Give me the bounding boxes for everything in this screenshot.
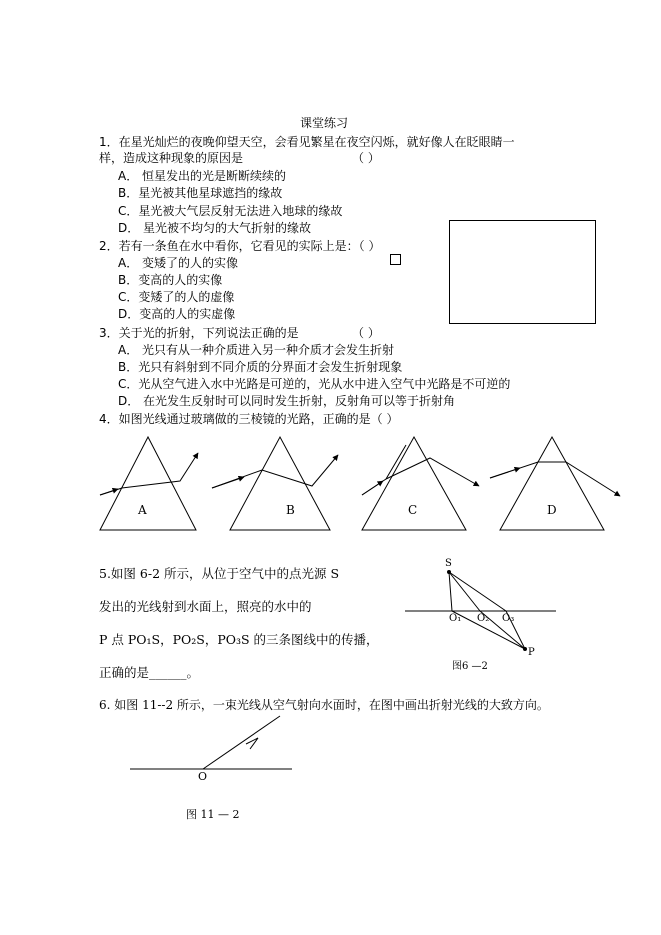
prism-label-b: B	[286, 503, 295, 517]
q1-option-a: A． 恒星发出的光是断断续续的	[118, 169, 287, 183]
q5-line3: P 点 PO₁S，PO₂S，PO₃S 的三条图线中的传播，	[99, 632, 379, 647]
q1-answer-paren: （ ）	[352, 151, 380, 165]
q5-line1: 5.如图 6-2 所示，从位于空气中的点光源 S	[99, 566, 340, 581]
fig62-label-o1: O₁	[449, 613, 462, 624]
q5-line2: 发出的光线射到水面上，照亮的水中的	[99, 599, 312, 614]
q3-answer-paren: （ ）	[352, 326, 380, 340]
q3-option-c: C．光从空气进入水中光路是可逆的，光从水中进入空气中光路是不可逆的	[118, 377, 511, 391]
q4-stem: 4．如图光线通过玻璃做的三棱镜的光路，正确的是（ ）	[99, 412, 399, 426]
q3-option-a: A． 光只有从一种介质进入另一种介质才会发生折射	[118, 343, 395, 357]
q3-stem: 3．关于光的折射，下列说法正确的是	[99, 326, 299, 340]
q2-option-c: C．变矮了的人的虚像	[118, 290, 235, 304]
page-title: 课堂练习	[300, 116, 349, 130]
fig62-label-o2: O₂	[477, 613, 490, 624]
prism-a-figure	[100, 437, 198, 530]
q1-option-d: D． 星光被不均匀的大气折射的缘故	[118, 221, 312, 235]
figure-11-2	[130, 716, 292, 769]
fig62-label-o3: O₃	[502, 613, 515, 624]
q2-option-d: D．变高的人的实虚像	[118, 307, 236, 321]
q3-option-d: D． 在光发生反射时可以同时发生折射，反射角可以等于折射角	[118, 394, 456, 408]
prism-label-a: A	[138, 503, 147, 517]
fig62-caption: 图6 —2	[452, 661, 488, 672]
q1-option-c: C．星光被大气层反射无法进入地球的缘故	[118, 204, 343, 218]
q3-option-b: B．光只有斜射到不同介质的分界面才会发生折射现象	[118, 360, 403, 374]
prism-b-figure	[212, 437, 338, 530]
q1-stem-line2: 样，造成这种现象的原因是	[99, 151, 244, 165]
q6-stem: 6. 如图 11--2 所示，一束光线从空气射向水面时，在图中画出折射光线的大致方向。	[99, 698, 549, 712]
q1-stem-line1: 1．在星光灿烂的夜晚仰望天空，会看见繁星在夜空闪烁，就好像人在眨眼睛一	[99, 135, 515, 149]
fig112-caption: 图 11 — 2	[186, 808, 240, 821]
fig112-label-o: O	[198, 770, 208, 783]
prism-label-c: C	[408, 503, 418, 517]
prism-label-d: D	[547, 503, 557, 517]
fig62-label-p: P	[528, 647, 535, 658]
prism-c-figure	[362, 437, 479, 530]
q5-line4: 正确的是______。	[99, 665, 200, 680]
fig62-label-s: S	[445, 558, 452, 569]
q2-option-a: A． 变矮了的人的实像	[118, 256, 239, 270]
q2-option-b: B．变高的人的实像	[118, 273, 223, 287]
q2-stem: 2．若有一条鱼在水中看你，它看见的实际上是：（ ）	[99, 239, 381, 253]
q1-option-b: B．星光被其他星球遮挡的缘故	[118, 186, 283, 200]
